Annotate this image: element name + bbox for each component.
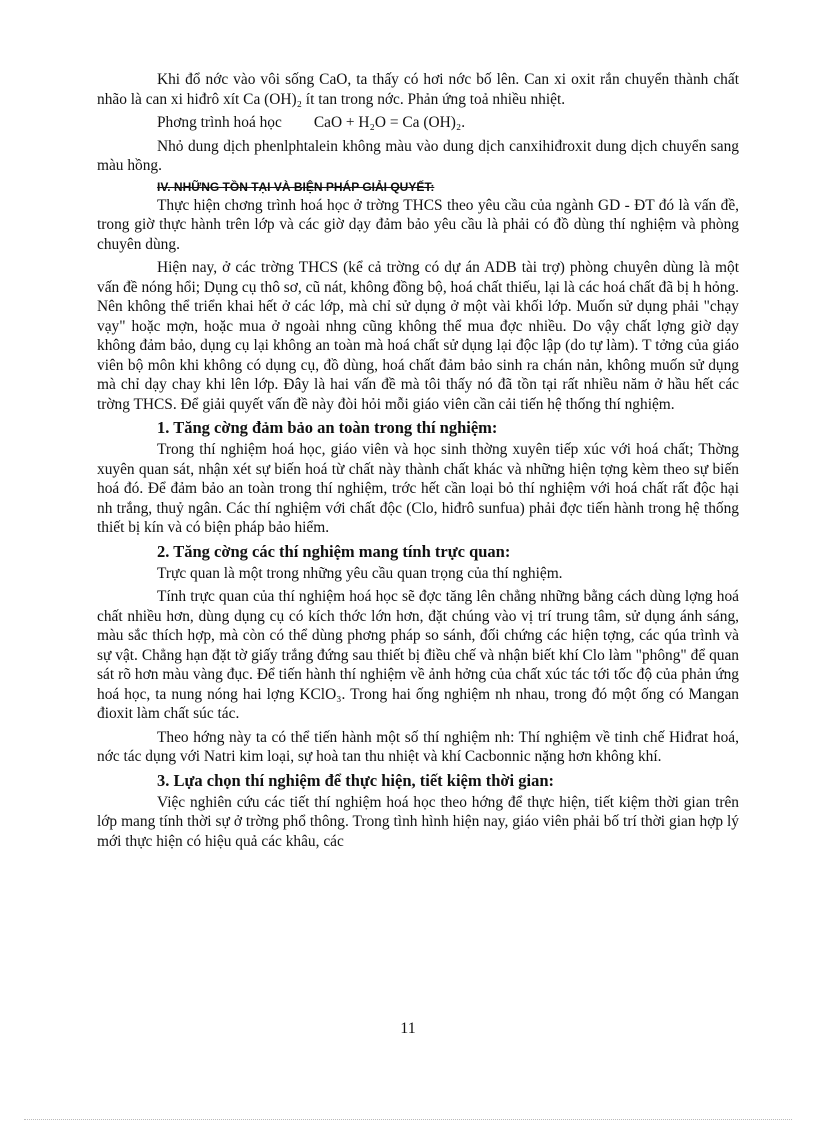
document-page [97, 70, 739, 851]
paragraph-safety: Trong thí nghiệm hoá học, giáo viên và học sinh thờng xuyên tiếp xúc với hoá chất; Thờng xuyên quan sát, nhận xét sự biến hoá từ chất này thành chất khác và những hiện tợng kèm theo sự biến hoá đó. Để đảm bảo an toàn trong thí nghiệm, trớc hết cần loại bỏ thí nghiệm với hoá chất rất độc hại nh trắng, thuỷ ngân. Các thí nghiệm với chất độc (Clo, hiđrô sunfua) phải đợc tiến hành trong hệ thống thiết bị kín và có biện pháp bảo hiểm. [97, 441, 739, 536]
equation-formula: CaO + H₂O = Ca (OH)₂. [313, 114, 466, 131]
paragraph-requirements: Thực hiện chơng trình hoá học ở trờng THCS theo yêu cầu của ngành GD - ĐT đó là vấn đề, trong giờ thực hành trên lớp và các giờ dạy đảm bảo yêu cầu là phải có đồ dùng thí nghiệm và phòng chuyên dùng. [97, 196, 739, 253]
paragraph-visual-intro: Trực quan là một trong những yêu cầu quan trọng của thí nghiệm. [157, 564, 563, 582]
subheading-safety: 1. Tăng cờng đảm bảo an toàn trong thí nghiệm: [157, 418, 498, 437]
paragraph-experiments-list: Theo hớng này ta có thể tiến hành một số thí nghiệm nh: Thí nghiệm về tinh chế Hiđrat hoá, nớc tác dụng với Natri kim loại, sự hoà tan thu nhiệt và khí Cacbonnic nặng hơn không khí. [97, 728, 739, 765]
paragraph-visual-detail: Tính trực quan của thí nghiệm hoá học sẽ đợc tăng lên chẳng những bằng cách dùng lợng hoá chất nhiều hơn, dùng dụng cụ có kích thớc lớn hơn, đặt chúng vào vị trí trung tâm, sử dụng ánh sáng, màu sắc thích hợp, mà còn có thể dùng phơng pháp so sánh, đối chứng các hiện tợng, các qúa trình và sự vật. Chẳng hạn đặt tờ giấy trắng đứng sau thiết bị điều chế và nhận biết khí Clo làm "phông" để quan sát rõ hơn màu vàng đục. Để tiến hành thí nghiệm về ảnh hởng của chất xúc tác tới tốc độ của phản ứng hoá học, ta nung nóng hai lợng KClO₃. Trong hai ống nghiệm nh nhau, trong đó một ống có Mangan đioxit làm chất súc tác. [97, 588, 739, 722]
subheading-time-saving: 3. Lựa chọn thí nghiệm để thực hiện, tiết kiệm thời gian: [157, 770, 554, 790]
page-number: 11 [400, 1020, 416, 1037]
page-bottom-border [24, 1119, 792, 1120]
chemical-equation [157, 113, 739, 133]
equation-label: Phơng trình hoá học [157, 114, 282, 131]
paragraph-phenolphthalein: Nhỏ dung dịch phenlphtalein không màu vào dung dịch canxihiđroxit dung dịch chuyển sang màu hồng. [97, 137, 739, 174]
subheading-visual: 2. Tăng cờng các thí nghiệm mang tính trực quan: [157, 541, 511, 561]
paragraph-current-situation: Hiện nay, ở các trờng THCS (kể cả trờng có dự án ADB tài trợ) phòng chuyên dùng là một vấn đề nóng hổi; Dụng cụ thô sơ, cũ nát, không đồng bộ, hoá chất thiếu, lại là các hoá chất đã bị h hỏng. Nên không thể triển khai hết ở các lớp, mà chỉ sử dụng ở một vài khối lớp. Muốn sử dụng phải "chạy vạy" hoặc mợn, hoặc mua ở ngoài nhng cũng không thể mua đợc nhiều. Do vậy chất lợng giờ dạy không đảm bảo, dụng cụ lại không an toàn mà hoá chất sử dụng lại độc lập (do tự làm). T tởng của giáo viên bộ môn khi không có dụng cụ, đồ dùng, hoá chất đảm bảo sinh ra chán nản, không muốn sử dụng mà chỉ dạy chay khi lên lớp. Đây là hai vấn đề mà tôi thấy nó đã tồn tại rất nhiều năm ở hầu hết các trờng THCS. Để giải quyết vấn đề này đòi hỏi mỗi giáo viên cần cải tiến hệ thống thí nghiệm. [97, 259, 739, 413]
paragraph-time-saving: Việc nghiên cứu các tiết thí nghiệm hoá học theo hớng để thực hiện, tiết kiệm thời gian trên lớp mang tính thời sự ở trờng phổ thông. Trong tình hình hiện nay, giáo viên phải bố trí thời gian hợp lý mới thực hiện có hiệu quả các khâu, các [97, 793, 739, 850]
paragraph-lime-reaction: Khi đổ nớc vào vôi sống CaO, ta thấy có hơi nớc bố lên. Can xi oxit rắn chuyển thành chất nhão là can xi hiđrô xít Ca (OH)₂ ít tan trong nớc. Phản ứng toả nhiều nhiệt. [97, 71, 739, 108]
section-heading-iv: IV. NHỮNG TỒN TẠI VÀ BIỆN PHÁP GIẢI QUYẾT: [157, 179, 435, 194]
